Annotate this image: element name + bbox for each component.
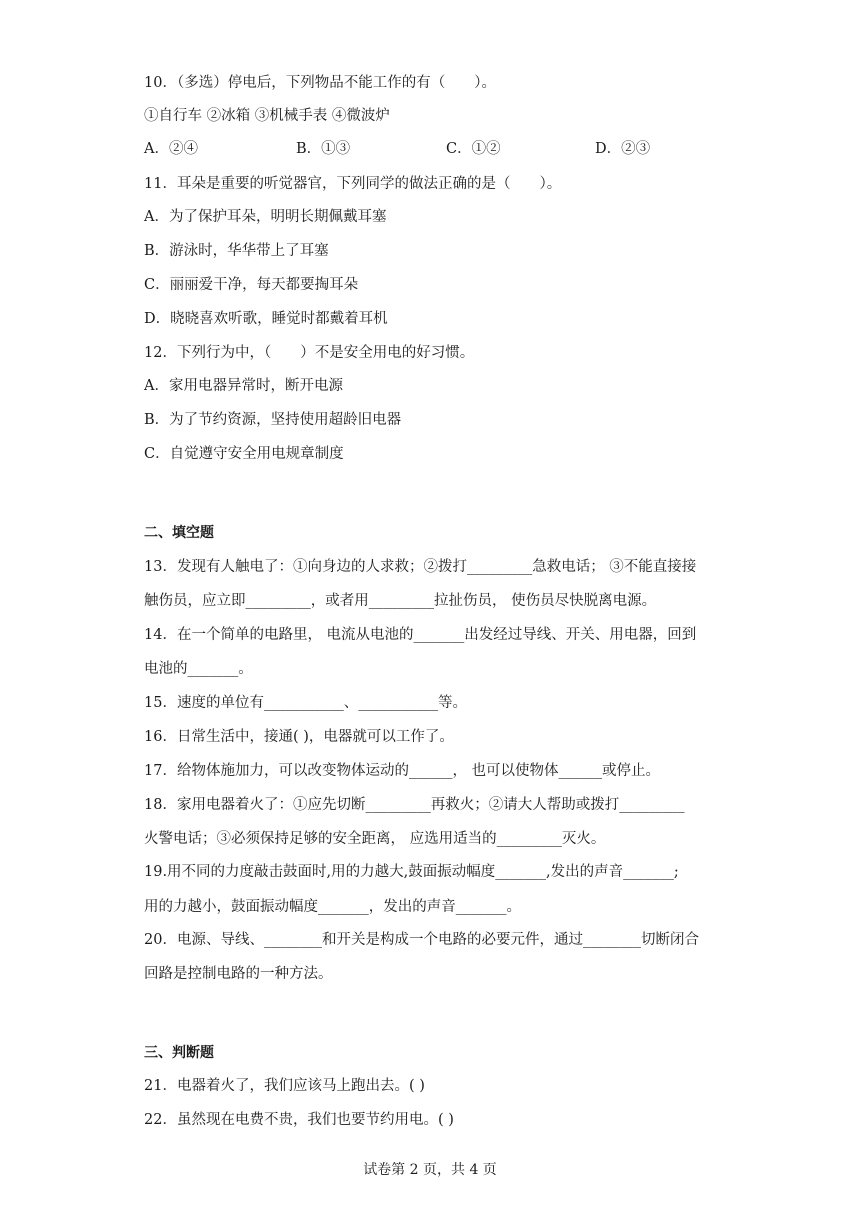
fill-line-15: 15．速度的单位有___________、___________等。	[144, 695, 467, 711]
question-10-option-d: D．②③	[595, 141, 651, 157]
question-11-option-d: D．晓晓喜欢听歌，睡觉时都戴着耳机	[144, 311, 388, 327]
fill-line-19b: 用的力越小，鼓面振动幅度_______，发出的声音_______。	[144, 899, 521, 915]
question-10-option-c: C．①②	[446, 141, 501, 157]
question-12-option-b: B．为了节约资源，坚持使用超龄旧电器	[144, 412, 402, 428]
question-11-stem: 11．耳朵是重要的听觉器官，下列同学的做法正确的是（ ）。	[144, 176, 562, 192]
section-title-fill-in: 二、填空题	[144, 525, 214, 541]
fill-line-13a: 13．发现有人触电了：①向身边的人求救；②拨打_________急救电话； ③不能直接接	[144, 559, 697, 575]
question-10-stem: 10．（多选）停电后，下列物品不能工作的有（ ）。	[144, 75, 496, 91]
judge-line-21: 21．电器着火了，我们应该马上跑出去。( )	[144, 1078, 425, 1094]
fill-line-18b: 火警电话；③必须保持足够的安全距离， 应选用适当的_________灭火。	[144, 831, 606, 847]
question-10-option-a: A．②④	[144, 141, 198, 157]
fill-line-13b: 触伤员，应立即_________，或者用_________拉扯伤员， 使伤员尽快脱离电源。	[144, 593, 657, 609]
question-12-option-c: C．自觉遵守安全用电规章制度	[144, 446, 344, 462]
fill-line-18a: 18．家用电器着火了：①应先切断_________再救火；②请大人帮助或拨打_________	[144, 797, 685, 813]
question-10-items: ①自行车 ②冰箱 ③机械手表 ④微波炉	[144, 108, 390, 124]
question-12-option-a: A．家用电器异常时，断开电源	[144, 378, 343, 394]
question-10-option-b: B．①③	[296, 141, 351, 157]
judge-line-22: 22．虽然现在电费不贵，我们也要节约用电。( )	[144, 1112, 454, 1128]
question-11-option-a: A．为了保护耳朵，明明长期佩戴耳塞	[144, 209, 387, 225]
fill-line-20a: 20．电源、导线、________和开关是构成一个电路的必要元件，通过________切断闭合	[144, 932, 699, 948]
fill-line-14b: 电池的_______。	[144, 661, 253, 677]
fill-line-20b: 回路是控制电路的一种方法。	[144, 966, 333, 982]
fill-line-19a: 19.用不同的力度敲击鼓面时,用的力越大,鼓面振动幅度_______,发出的声音_______;	[144, 864, 679, 880]
page-footer: 试卷第 2 页，共 4 页	[363, 1162, 497, 1178]
question-11-option-b: B．游泳时，华华带上了耳塞	[144, 243, 329, 259]
question-12-stem: 12．下列行为中，（ ）不是安全用电的好习惯。	[144, 345, 475, 361]
fill-line-16: 16．日常生活中，接通( )，电器就可以工作了。	[144, 729, 454, 745]
section-title-true-false: 三、判断题	[144, 1045, 214, 1061]
fill-line-14a: 14．在一个简单的电路里， 电流从电池的_______出发经过导线、开关、用电器，回到	[144, 627, 697, 643]
question-11-option-c: C．丽丽爱干净，每天都要掏耳朵	[144, 277, 359, 293]
fill-line-17: 17．给物体施加力，可以改变物体运动的______， 也可以使物体______或停止。	[144, 763, 661, 779]
